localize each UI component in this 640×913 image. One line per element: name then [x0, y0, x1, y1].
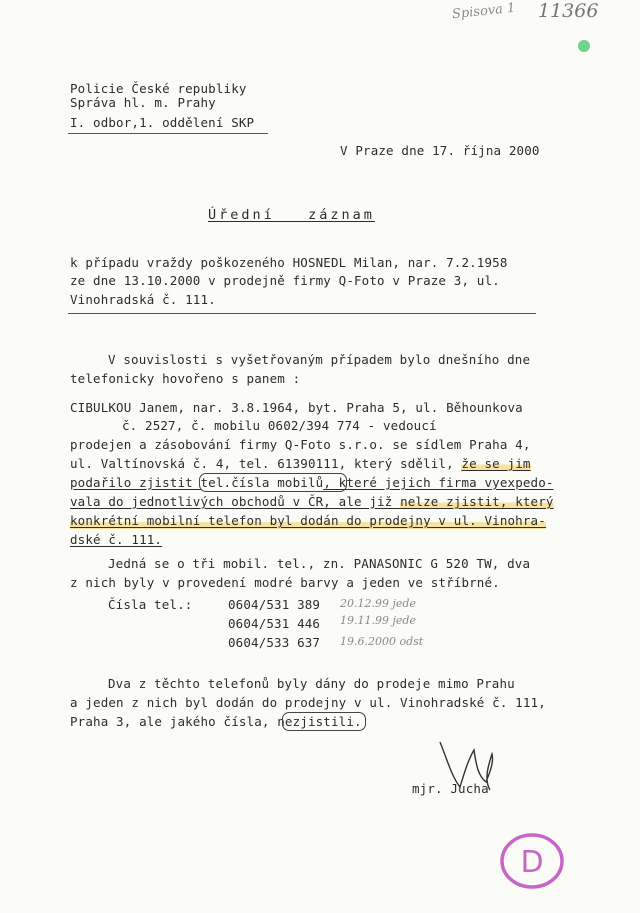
body3-line-1: Dva z těchto telefonů byly dány do prodeje mimo Prahu — [108, 676, 515, 691]
body1-line-5-boxed: tel.čísla mobilů — [200, 475, 324, 490]
pink-d-stamp — [498, 830, 566, 892]
sender-line-1: Policie České republiky — [70, 81, 247, 96]
body1-line-2: č. 2527, č. mobilu 0602/394 774 - vedoucí — [122, 418, 437, 433]
stamp-letter: D — [520, 845, 544, 880]
phone-note-3: 19.6.2000 odst — [340, 635, 424, 648]
body3-line-3-end: . — [354, 714, 362, 729]
body1-line-6-highlighted: nelze zjistit, který — [400, 494, 554, 509]
body3-line-3-text: Praha 3, ale jakého čísla, — [70, 714, 278, 729]
subject-line-1: k případu vraždy poškozeného HOSNEDL Milan, nar. 7.2.1958 — [70, 255, 508, 270]
body3-line-3-boxed: nezjistili — [277, 714, 355, 729]
phones-label: Čísla tel.: — [108, 597, 193, 612]
body2-line-1: Jedná se o tři mobil. tel., zn. PANASONIC G 520 TW, dva — [108, 556, 531, 571]
document-title: Úřední záznam — [208, 207, 375, 223]
intro-line-1: V souvislosti s vyšetřovaným případem bylo dnešního dne — [108, 352, 531, 367]
body1-line-6 — [70, 494, 554, 510]
sender-line-3: I. odbor,1. oddělení SKP — [70, 115, 255, 130]
body1-line-1: CIBULKOU Janem, nar. 3.8.1964, byt. Praha 5, ul. Běhounkova — [70, 400, 523, 415]
nezjistili-circled-mark — [282, 712, 366, 731]
body3-line-2: a jeden z nich byl dodán do prodejny v ul. Vinohradské č. 111, — [70, 695, 546, 710]
body2-line-2: z nich byly v provedení modré barvy a jeden ve stříbrné. — [70, 575, 500, 590]
signature-name: mjr. Jucha — [412, 781, 489, 796]
body1-line-5-underlined: podařilo zjistit — [70, 475, 201, 490]
body1-line-4 — [70, 456, 531, 472]
body1-line-8: dské č. 111. — [70, 532, 163, 547]
subject-line-2: ze dne 13.10.2000 v prodejně firmy Q-Foto v Praze 3, ul. — [70, 273, 500, 288]
phone-note-1: 20.12.99 jede — [340, 597, 416, 610]
phone-number-3: 0604/533 637 — [228, 635, 321, 650]
phones-circled-mark — [199, 473, 347, 492]
body1-line-5-rest: , které jejich firma vyexpedo- — [323, 475, 554, 490]
subject-underline — [68, 313, 536, 314]
date-line: V Praze dne 17. října 2000 — [340, 143, 540, 158]
sender-underline — [68, 133, 268, 134]
body1-line-6-underlined: vala do jednotlivých obchodů v ČR, ale již — [70, 494, 401, 509]
subject-line-3: Vinohradská č. 111. — [70, 292, 216, 307]
body1-line-4-text: ul. Valtínovská č. 4, tel. 61390111, který sdělil, — [70, 456, 462, 471]
body1-line-4-underlined: že se jim — [461, 456, 531, 471]
phone-number-1: 0604/531 389 — [228, 597, 321, 612]
sender-line-2: Správa hl. m. Prahy — [70, 95, 216, 110]
phone-number-2: 0604/531 446 — [228, 616, 321, 631]
corner-number: 11366 — [538, 0, 599, 22]
body1-line-3: prodejen a zásobování firmy Q-Foto s.r.o. se sídlem Praha 4, — [70, 437, 531, 452]
intro-line-2: telefonicky hovořeno s panem : — [70, 371, 301, 386]
corner-scribble: Spisova 1 — [451, 0, 517, 23]
phone-note-2: 19.11.99 jede — [340, 614, 416, 627]
body1-line-7: konkrétní mobilní telefon byl dodán do prodejny v ul. Vinohra- — [70, 513, 546, 528]
green-dot-mark — [578, 40, 590, 52]
